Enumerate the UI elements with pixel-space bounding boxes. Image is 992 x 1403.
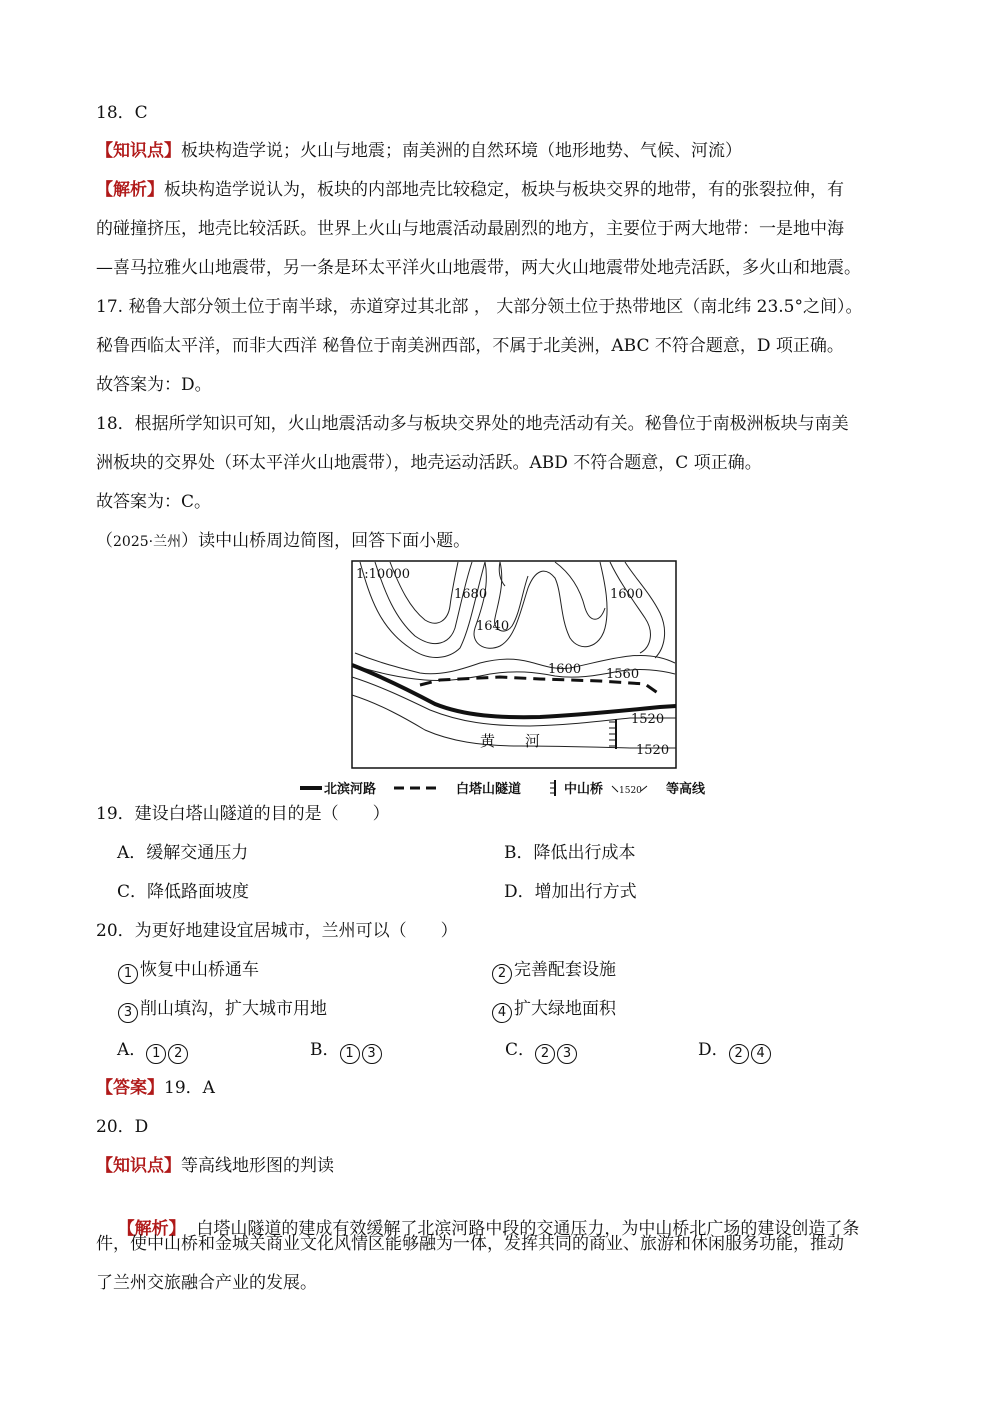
q20-choice-a: A． 1 2 [117,1038,190,1064]
circled-number: 1 [118,964,138,984]
analysis-tag: 【解析】 [96,180,164,200]
contour-label-1680: 1680 [454,587,488,602]
q17-explain-line-2: 秘鲁西临太平洋，而非大西洋 秘鲁位于南美洲西部，不属于北美洲，ABC 不符合题意，D 项正确。 [96,336,844,356]
q19-option-b: B．降低出行成本 [504,843,636,863]
q20-choice-b: B． 1 3 [310,1038,384,1064]
q18-explain-line-1: 18．根据所学知识可知，火山地震活动多与板块交界处的地壳活动有关。秘鲁位于南极洲板块与南美 [96,414,849,434]
analysis-1-line-2: 的碰撞挤压，地壳比较活跃。世界上火山与地震活动最剧烈的地方，主要位于两大地带：一是地中海 [96,219,844,239]
contour-label-1520-lower: 1520 [636,743,670,758]
circled-number: 2 [492,964,512,984]
q19-option-c: C．降低路面坡度 [117,882,250,902]
analysis-1-line-1 [96,178,902,202]
analysis-2-line-2: 件，使中山桥和金城关商业文化风情区能够融为一体，发挥共同的商业、旅游和休闲服务功能，推动 [96,1234,844,1254]
question-intro: （2025·兰州）读中山桥周边简图，回答下面小题。 [96,531,471,551]
knowledge-point-1 [96,139,902,163]
analysis-1-line-3: —喜马拉雅火山地震带，另一条是环太平洋火山地震带，两大火山地震带处地壳活跃，多火山和地震。 [96,258,861,278]
analysis-2-line-3: 了兰州交旅融合产业的发展。 [96,1273,317,1293]
legend-bridge-symbol [550,780,555,796]
circled-number: 4 [492,1003,512,1023]
q20-item-3: 3 削山填沟，扩大城市用地 [118,997,327,1023]
legend-contour-sample: 1520 [619,786,642,796]
q20-stem: 20．为更好地建设宜居城市，兰州可以（ ） [96,921,458,941]
q18-conclusion: 故答案为：C。 [96,492,212,512]
contour-label-1600-east: 1600 [610,587,644,602]
legend-contour-label: 等高线 [666,782,706,797]
river-label: 黄 河 [480,732,541,750]
knowledge-point-text: 板块构造学说；火山与地震；南美洲的自然环境（地形地势、气候、河流） [181,141,742,161]
q19-option-d: D．增加出行方式 [504,882,637,902]
legend-bridge-label: 中山桥 [564,782,604,797]
answer-tag: 【答案】 [96,1078,164,1098]
q20-item-4: 4 扩大绿地面积 [492,997,616,1023]
q17-conclusion: 故答案为：D。 [96,375,212,395]
q20-item-2: 2 完善配套设施 [492,958,616,984]
knowledge-point-2 [96,1154,902,1178]
q18-explain-line-2: 洲板块的交界处（环太平洋火山地震带），地壳运动活跃。ABD 不符合题意，C 项正确。 [96,453,762,473]
q19-stem: 19．建设白塔山隧道的目的是（ ） [96,804,390,824]
map-legend [300,780,706,797]
q19-option-a: A．缓解交通压力 [117,843,249,863]
contour-label-1520-upper: 1520 [631,712,665,727]
legend-tunnel-label: 白塔山隧道 [456,782,522,797]
zhongshan-bridge-map [300,558,720,800]
q20-choice-d: D． 2 4 [698,1038,773,1064]
answer-18-header: 18．C [96,103,148,123]
contour-label-1560: 1560 [606,667,640,682]
answer-20: 20．D [96,1117,149,1137]
analysis-text: 板块构造学说认为，板块的内部地壳比较稳定，板块与板块交界的地带，有的张裂拉伸，有 [164,180,844,200]
q17-explain-line-1: 17. 秘鲁大部分领土位于南半球，赤道穿过其北部 ， 大部分领土位于热带地区（南北纬 23.5°之间）。 [96,297,863,317]
circled-number: 3 [118,1003,138,1023]
q20-choice-c: C． 2 3 [505,1038,579,1064]
legend-road-label: 北滨河路 [324,782,377,797]
knowledge-point-tag: 【知识点】 [96,1156,181,1176]
source-year: 2025·兰州 [113,534,182,550]
knowledge-point-text: 等高线地形图的判读 [181,1156,334,1176]
answer-line [96,1076,902,1100]
q20-item-1: 1 恢复中山桥通车 [118,958,259,984]
analysis-tag: 【解析】 [117,1219,186,1239]
answer-19: 19．A [164,1078,215,1098]
contour-label-1640: 1640 [476,619,510,634]
contour-label-1600: 1600 [548,662,582,677]
analysis-text: 白塔山隧道的建成有效缓解了北滨河路中段的交通压力，为中山桥北广场的建设创造了条 [185,1219,860,1239]
map-scale: 1:10000 [356,567,411,582]
knowledge-point-tag: 【知识点】 [96,141,181,161]
